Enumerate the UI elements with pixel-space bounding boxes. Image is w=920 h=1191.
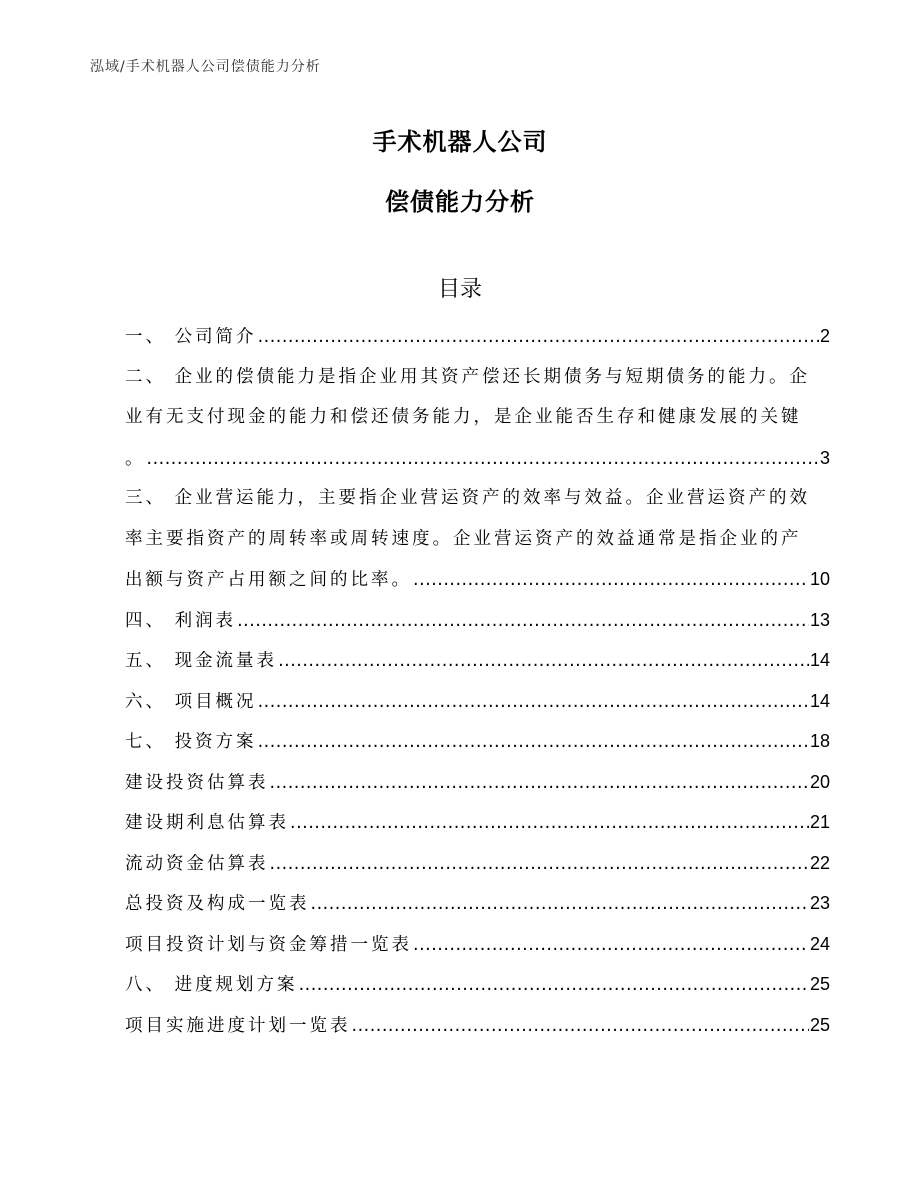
toc-leader-dots [352, 1012, 809, 1040]
toc-page-number: 18 [809, 731, 830, 751]
toc-entry[interactable] [125, 484, 830, 606]
toc-entry-text: 出额与资产占用额之间的比率。 [125, 570, 412, 590]
doc-title-line-1: 手术机器人公司 [372, 128, 548, 156]
toc-page-number: 3 [819, 447, 830, 468]
toc-entry[interactable] [125, 363, 830, 485]
toc-entry[interactable] [125, 930, 830, 971]
toc-entry[interactable] [125, 849, 830, 890]
toc-page-number: 25 [809, 974, 830, 994]
toc-leader-dots [270, 769, 809, 797]
toc-entry-text: 建设期利息估算表 [125, 813, 289, 833]
toc-leader-dots [413, 931, 809, 959]
toc-page-number: 20 [809, 771, 830, 792]
toc-entry-text: 四、 利润表 [125, 610, 237, 631]
toc-entry-text: 一、 公司简介 [125, 327, 257, 347]
toc-entry-text: 三、 企业营运能力，主要指企业营运资产的效率与效益。企业营运资产的效 [125, 488, 811, 508]
toc-entry[interactable] [125, 808, 830, 849]
table-of-contents [125, 322, 830, 1051]
toc-leader-dots [147, 445, 819, 473]
toc-leader-dots [278, 647, 809, 675]
toc-page-number: 2 [819, 326, 830, 346]
toc-entry-text: 项目实施进度计划一览表 [125, 1015, 351, 1036]
toc-page-number: 14 [809, 650, 830, 670]
toc-entry-text: 。 [125, 448, 146, 469]
toc-page-number: 14 [809, 690, 830, 711]
toc-leader-dots [413, 566, 809, 594]
toc-page-number: 23 [809, 893, 830, 913]
toc-heading: 目录 [437, 277, 482, 302]
toc-entry-text: 项目投资计划与资金筹措一览表 [125, 934, 412, 955]
toc-entry-text: 流动资金估算表 [125, 853, 269, 874]
toc-entry-text: 总投资及构成一览表 [125, 894, 310, 914]
toc-entry[interactable] [125, 768, 830, 809]
toc-page-number: 22 [809, 852, 830, 873]
toc-entry-text: 率主要指资产的周转率或周转速度。企业营运资产的效益通常是指企业的产 [125, 528, 802, 549]
toc-entry[interactable] [125, 727, 830, 768]
toc-entry[interactable] [125, 970, 830, 1011]
toc-leader-dots [258, 728, 809, 756]
toc-leader-dots [258, 323, 819, 351]
toc-page-number: 24 [809, 933, 830, 954]
toc-entry-text: 二、 企业的偿债能力是指企业用其资产偿还长期债务与短期债务的能力。企 [125, 366, 811, 387]
toc-entry-text: 八、 进度规划方案 [125, 975, 298, 995]
toc-entry-text: 五、 现金流量表 [125, 651, 278, 671]
toc-entry-text: 建设投资估算表 [125, 772, 269, 793]
toc-entry[interactable] [125, 646, 830, 687]
toc-entry-text: 七、 投资方案 [125, 732, 257, 752]
toc-page-number: 10 [809, 569, 830, 589]
toc-entry[interactable] [125, 889, 830, 930]
toc-leader-dots [258, 688, 809, 716]
toc-entry[interactable] [125, 322, 830, 363]
page-header: 泓域/手术机器人公司偿债能力分析 [90, 59, 321, 75]
toc-leader-dots [299, 971, 809, 999]
toc-page-number: 25 [809, 1014, 830, 1035]
toc-leader-dots [270, 850, 809, 878]
doc-title-line-2: 偿债能力分析 [385, 188, 535, 216]
toc-entry[interactable] [125, 1011, 830, 1052]
toc-leader-dots [237, 607, 809, 635]
toc-entry-text: 六、 项目概况 [125, 691, 257, 712]
toc-page-number: 13 [809, 609, 830, 630]
toc-leader-dots [290, 809, 809, 837]
toc-entry[interactable] [125, 606, 830, 647]
toc-entry[interactable] [125, 687, 830, 728]
toc-entry-text: 业有无支付现金的能力和偿还债务能力，是企业能否生存和健康发展的关键 [125, 407, 802, 427]
toc-page-number: 21 [809, 812, 830, 832]
toc-leader-dots [311, 890, 809, 918]
